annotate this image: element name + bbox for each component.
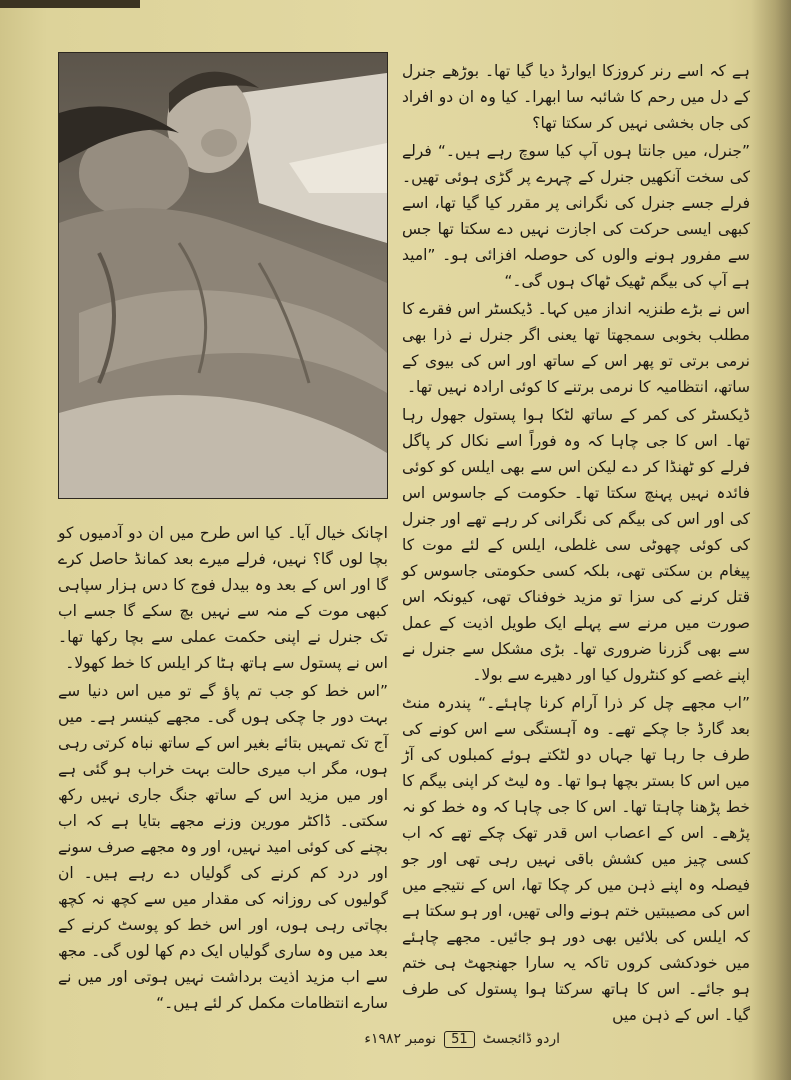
issue-date: نومبر ۱۹۸۲ء xyxy=(364,1031,437,1047)
paragraph: اچانک خیال آیا۔ کیا اس طرح میں ان دو آدمیوں کو بچا لوں گا؟ نہیں، فرلے میرے بعد کمانڈ حاصل کرے گا اور اس کے بعد وہ بیدل فوج کا دس ہزار سپاہی کبھی موت کے منہ سے نہیں بچ سکے گا جسے اب تک جنرل نے اپنی حکمت عملی سے بچا رکھا تھا۔ اس نے پستول سے ہاتھ ہٹا کر ایلس کا خط کھولا۔ xyxy=(58,524,388,672)
page-number: 51 xyxy=(444,1031,475,1048)
paragraph: اس نے بڑے طنزیہ انداز میں کہا۔ ڈیکسٹر اس فقرے کا مطلب بخوبی سمجھتا تھا یعنی اگر جنرل نے ذرا بھی نرمی برتی تو پھر اس کے ساتھ اور اس کی بیوی کے ساتھ، انتظامیہ کا نرمی برتنے کا کوئی ارادہ نہیں تھا۔ xyxy=(402,300,750,396)
paragraph: ”اس خط کو جب تم پاؤ گے تو میں اس دنیا سے بہت دور جا چکی ہوں گی۔ مجھے کینسر ہے۔ میں آج تک تمہیں بتائے بغیر اس کے ساتھ نباہ کرتی رہی ہوں، مگر اب میری حالت بہت خراب ہو گئی ہے اور میں مزید اس کے ساتھ جنگ جاری نہیں رکھ سکتی۔ ڈاکٹر مورین وزنے مجھے بتایا ہے کہ اب بچنے کی کوئی امید نہیں، اور وہ مجھے صرف سونے اور درد کم کرنے کی گولیاں دے رہے ہیں۔ ان گولیوں کی روزانہ کی مقدار میں سے کچھ نہ کچھ بچاتی رہی ہوں، اور اس خط کو پوسٹ کرنے کے بعد میں وہ ساری گولیاں ایک دم کھا لوں گی۔ مجھ سے اب مزید اذیت برداشت نہیں ہوتی اور میں نے سارے انتظامات مکمل کر لئے ہیں۔“ xyxy=(58,682,388,1012)
page-footer xyxy=(300,1026,560,1052)
magazine-name: اردو ڈائجسٹ xyxy=(482,1031,560,1047)
page-binding-shadow xyxy=(751,0,791,1080)
paragraph: ”جنرل، میں جانتا ہوں آپ کیا سوچ رہے ہیں۔“ فرلے کی سخت آنکھیں جنرل کے چہرے پر گڑی ہوئی تھیں۔ فرلے جسے جنرل کی نگرانی پر مقرر کیا گیا تھا، اسے کبھی ایسی حرکت کی اجازت نہیں دے سکتا تھا جس سے مفرور ہونے والوں کی حوصلہ افزائی ہو۔ ”امید ہے آپ کی بیگم ٹھیک ٹھاک ہوں گی۔“ xyxy=(402,142,750,290)
top-edge-strip xyxy=(0,0,140,8)
right-text-column xyxy=(402,58,750,1024)
story-illustration-photo xyxy=(58,52,388,499)
paragraph: ڈیکسٹر کی کمر کے ساتھ لٹکا ہوا پستول جھول رہا تھا۔ اس کا جی چاہا کہ وہ فوراً اسے نکال کر پاگل فرلے کو ٹھنڈا کر دے لیکن اس سے بھی ایلس کو کوئی فائدہ نہیں پہنچ سکتا تھا۔ حکومت کے جاسوس اس کی اور اس کی بیگم کی نگرانی کر رہے تھے اور جنرل کی کوئی چھوٹی سی غلطی، ایلس کے لئے موت کا پیغام بن سکتی تھی، بلکہ کسی حکومتی جاسوس کو قتل کرنے کی سزا تو مزید خوفناک تھی، کیونکہ اس صورت میں مرنے سے پہلے ایک طویل اذیت کے عمل سے بھی گزرنا ضروری تھا۔ بڑی مشکل سے جنرل نے اپنے غصے کو کنٹرول کیا اور دھیرے سے بولا۔ xyxy=(402,406,750,684)
paragraph: ”اب مجھے چل کر ذرا آرام کرنا چاہئے۔“ پندرہ منٹ بعد گارڈ جا چکے تھے۔ وہ آہستگی سے اس کونے کی طرف جا رہا تھا جہاں دو لٹکتے ہوئے کمبلوں کی آڑ میں اس کا بستر بچھا ہوا تھا۔ وہ لیٹ کر اپنی بیگم کا خط پڑھنا چاہتا تھا۔ اس کا جی چاہا کہ وہ خط کو نہ پڑھے۔ اس کے اعصاب اس قدر تھک چکے تھے کہ اب کسی چیز میں کشش باقی نہیں رہی تھی اور جو فیصلہ وہ اپنے ذہن میں کر چکا تھا، اس کے نتیجے میں اس کی مصیبتیں ختم ہونے والی تھیں، اور ہو سکتا ہے کہ ایلس کی بلائیں بھی دور ہو جائیں۔ مجھے چاہئے میں خودکشی کروں تاکہ یہ سارا جھنجھٹ ہی ختم ہو جائے۔ اس کا ہاتھ سرکتا ہوا پستول کی طرف گیا۔ اس کے ذہن میں xyxy=(402,694,750,1024)
paragraph: ہے کہ اسے رنر کروزکا ایوارڈ دیا گیا تھا۔ بوڑھے جنرل کے دل میں رحم کا شائبہ سا ابھرا۔ کیا وہ ان دو افراد کی جاں بخشی نہیں کر سکتا تھا؟ xyxy=(402,62,750,132)
left-text-column xyxy=(58,520,388,1010)
